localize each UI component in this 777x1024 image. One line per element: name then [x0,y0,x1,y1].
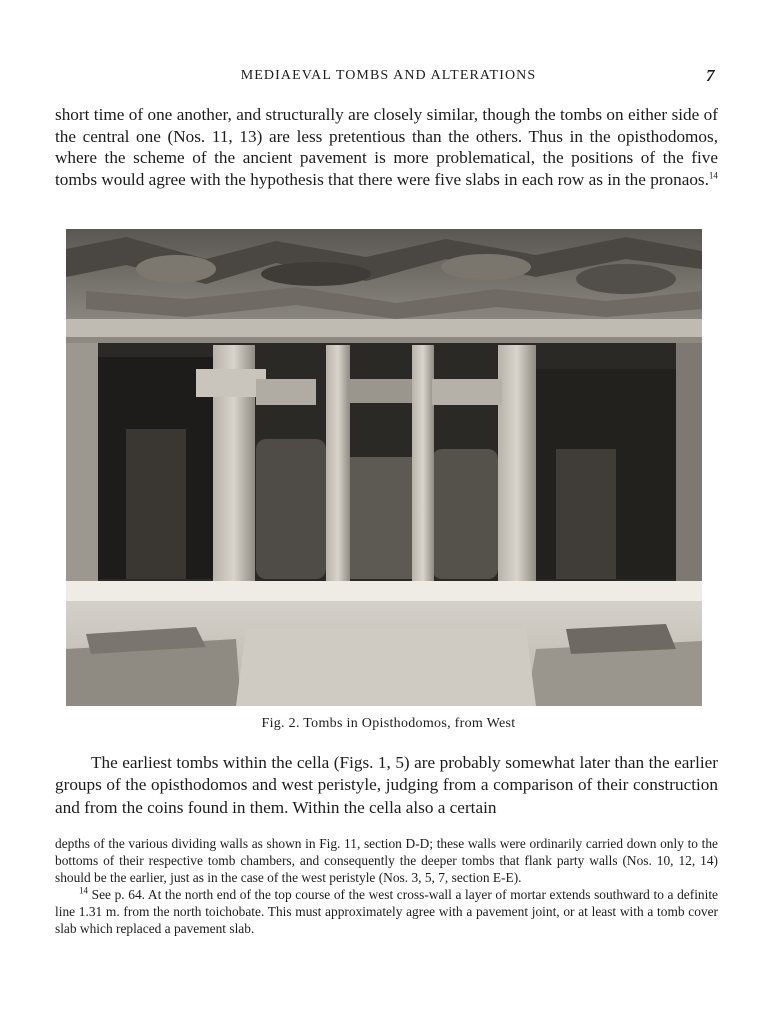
paragraph-2-text: The earliest tombs within the cella (Figs. 1, 5) are probably somewhat later than the earlier groups of the opisthodomos and west peristyle, judging from a comparison of their construction and from the coins found in them. Within the cella also a certain [55,753,718,817]
figure-caption: Fig. 2. Tombs in Opisthodomos, from West [261,716,516,731]
footnote-reference-14[interactable]: 14 [708,170,718,181]
page-number: 7 [706,66,715,85]
body-paragraph-2 [55,752,718,819]
tomb-photo-illustration [66,229,702,706]
footnotes [55,835,718,938]
footnote-14-text: See p. 64. At the north end of the top course of the west cross-wall a layer of mortar extends southward to a definite line 1.31 m. from the north toichobate. This must approximately agree with a pavement joint, or at least with a tomb cover slab which replaced a pavement slab. [55,887,718,937]
footnote-14 [55,886,718,937]
footnote-14-marker: 14 [79,885,88,896]
body-paragraph-1 [55,104,718,191]
paragraph-1-text: short time of one another, and structurally are closely similar, though the tombs on either side of the central one (Nos. 11, 13) are less pretentious than the others. Thus in the opisthodomos, where the scheme of the ancient pavement is more problematical, the positions of the five tombs would agree with the hypothesis that there were five slabs in each row as in the pronaos. [55,105,718,190]
figure-photograph [66,229,702,706]
running-title: MEDIAEVAL TOMBS AND ALTERATIONS [240,68,537,83]
running-head [0,66,777,86]
footnote-continued: depths of the various dividing walls as shown in Fig. 11, section D-D; these walls were ordinarily carried down only to the bottoms of their respective tomb chambers, and consequently the deeper tombs that flank party walls (Nos. 10, 12, 14) should be the earlier, just as in the case of the west peristyle (Nos. 3, 5, 7, section E-E). [55,836,718,886]
